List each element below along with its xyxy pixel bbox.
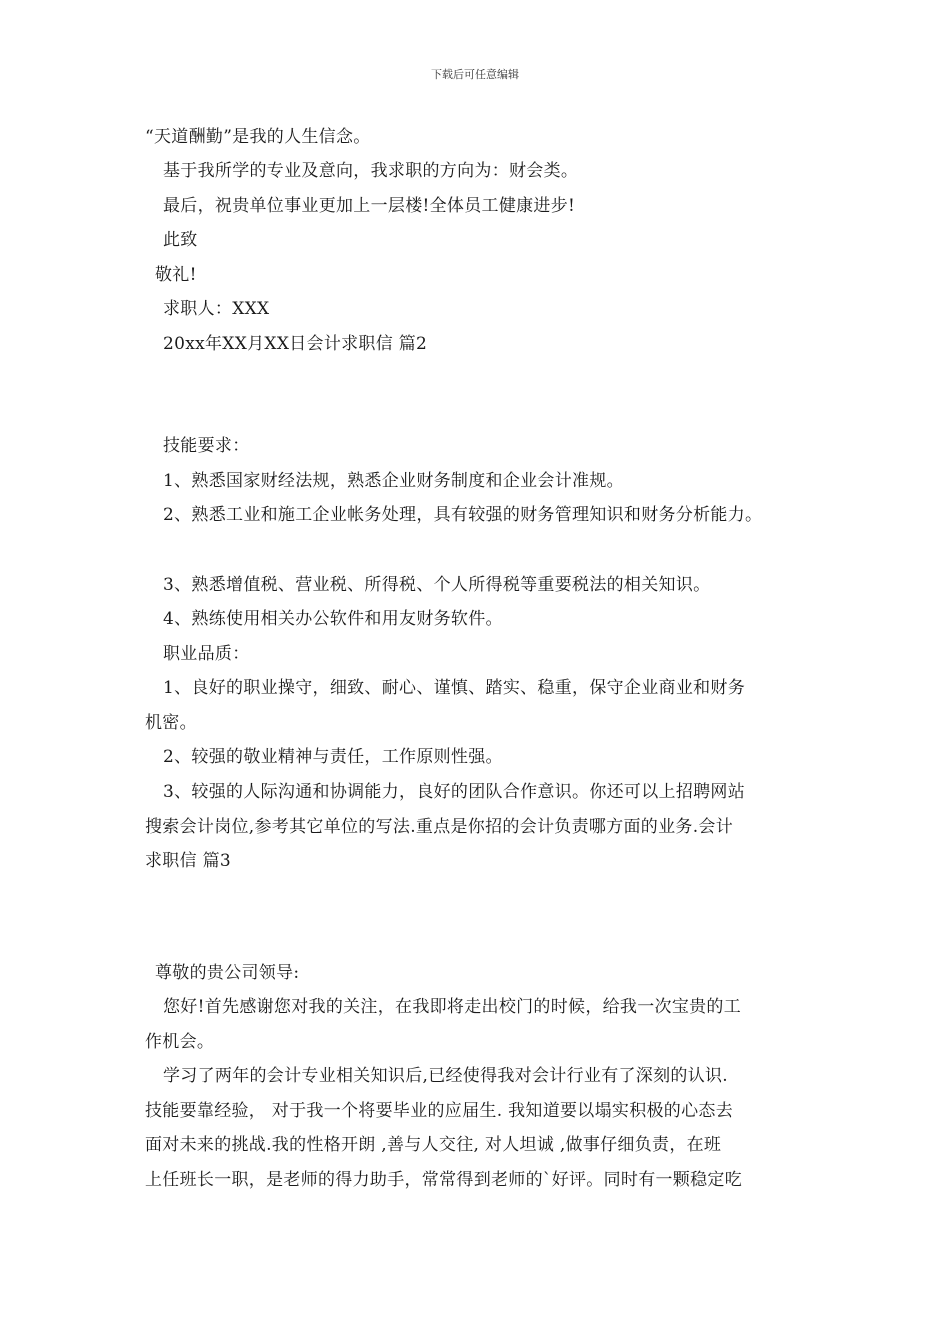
text-line: 1、熟悉国家财经法规，熟悉企业财务制度和企业会计准规。 <box>163 471 624 491</box>
section-heading: 技能要求： <box>163 436 250 456</box>
section-heading: 职业品质： <box>163 644 250 664</box>
text-line: 技能要靠经验， 对于我一个将要毕业的应届生. 我知道要以塌实积极的心态去 <box>145 1101 734 1121</box>
text-line: 最后，祝贵单位事业更加上一层楼!全体员工健康进步! <box>163 196 576 216</box>
text-line: 4、熟练使用相关办公软件和用友财务软件。 <box>163 609 503 629</box>
text-line: 学习了两年的会计专业相关知识后,已经使得我对会计行业有了深刻的认识. <box>163 1066 729 1086</box>
text-line: 求职信 篇3 <box>145 851 232 871</box>
text-line: 此致 <box>163 230 198 250</box>
text-line: 上任班长一职，是老师的得力助手，常常得到老师的`好评。同时有一颗稳定吃 <box>145 1170 742 1190</box>
text-line: 您好!首先感谢您对我的关注，在我即将走出校门的时候，给我一次宝贵的工 <box>163 997 742 1017</box>
text-line: 2、熟悉工业和施工企业帐务处理，具有较强的财务管理知识和财务分析能力。 <box>163 505 763 525</box>
text-line: 搜索会计岗位,参考其它单位的写法.重点是你招的会计负责哪方面的业务.会计 <box>145 817 734 837</box>
text-line: 3、较强的人际沟通和协调能力，良好的团队合作意识。你还可以上招聘网站 <box>163 782 746 802</box>
text-line: 3、熟悉增值税、营业税、所得税、个人所得税等重要税法的相关知识。 <box>163 575 711 595</box>
text-line: 求职人：XXX <box>163 299 270 319</box>
text-line: 基于我所学的专业及意向，我求职的方向为：财会类。 <box>163 161 579 181</box>
text-line: 20xx年XX月XX日会计求职信 篇2 <box>163 334 428 354</box>
text-line: 面对未来的挑战.我的性格开朗 ,善与人交往, 对人坦诚 ,做事仔细负责，在班 <box>145 1135 722 1155</box>
text-line: 机密。 <box>145 713 197 733</box>
text-line: 2、较强的敬业精神与责任，工作原则性强。 <box>163 747 503 767</box>
text-line: 1、良好的职业操守，细致、耐心、谨慎、踏实、稳重，保守企业商业和财务 <box>163 678 746 698</box>
text-line: 尊敬的贵公司领导: <box>155 963 300 983</box>
text-line: “天道酬勤”是我的人生信念。 <box>145 127 371 147</box>
text-line: 作机会。 <box>145 1032 215 1052</box>
text-line: 敬礼! <box>155 265 197 285</box>
page-header: 下载后可任意编辑 <box>431 68 519 81</box>
